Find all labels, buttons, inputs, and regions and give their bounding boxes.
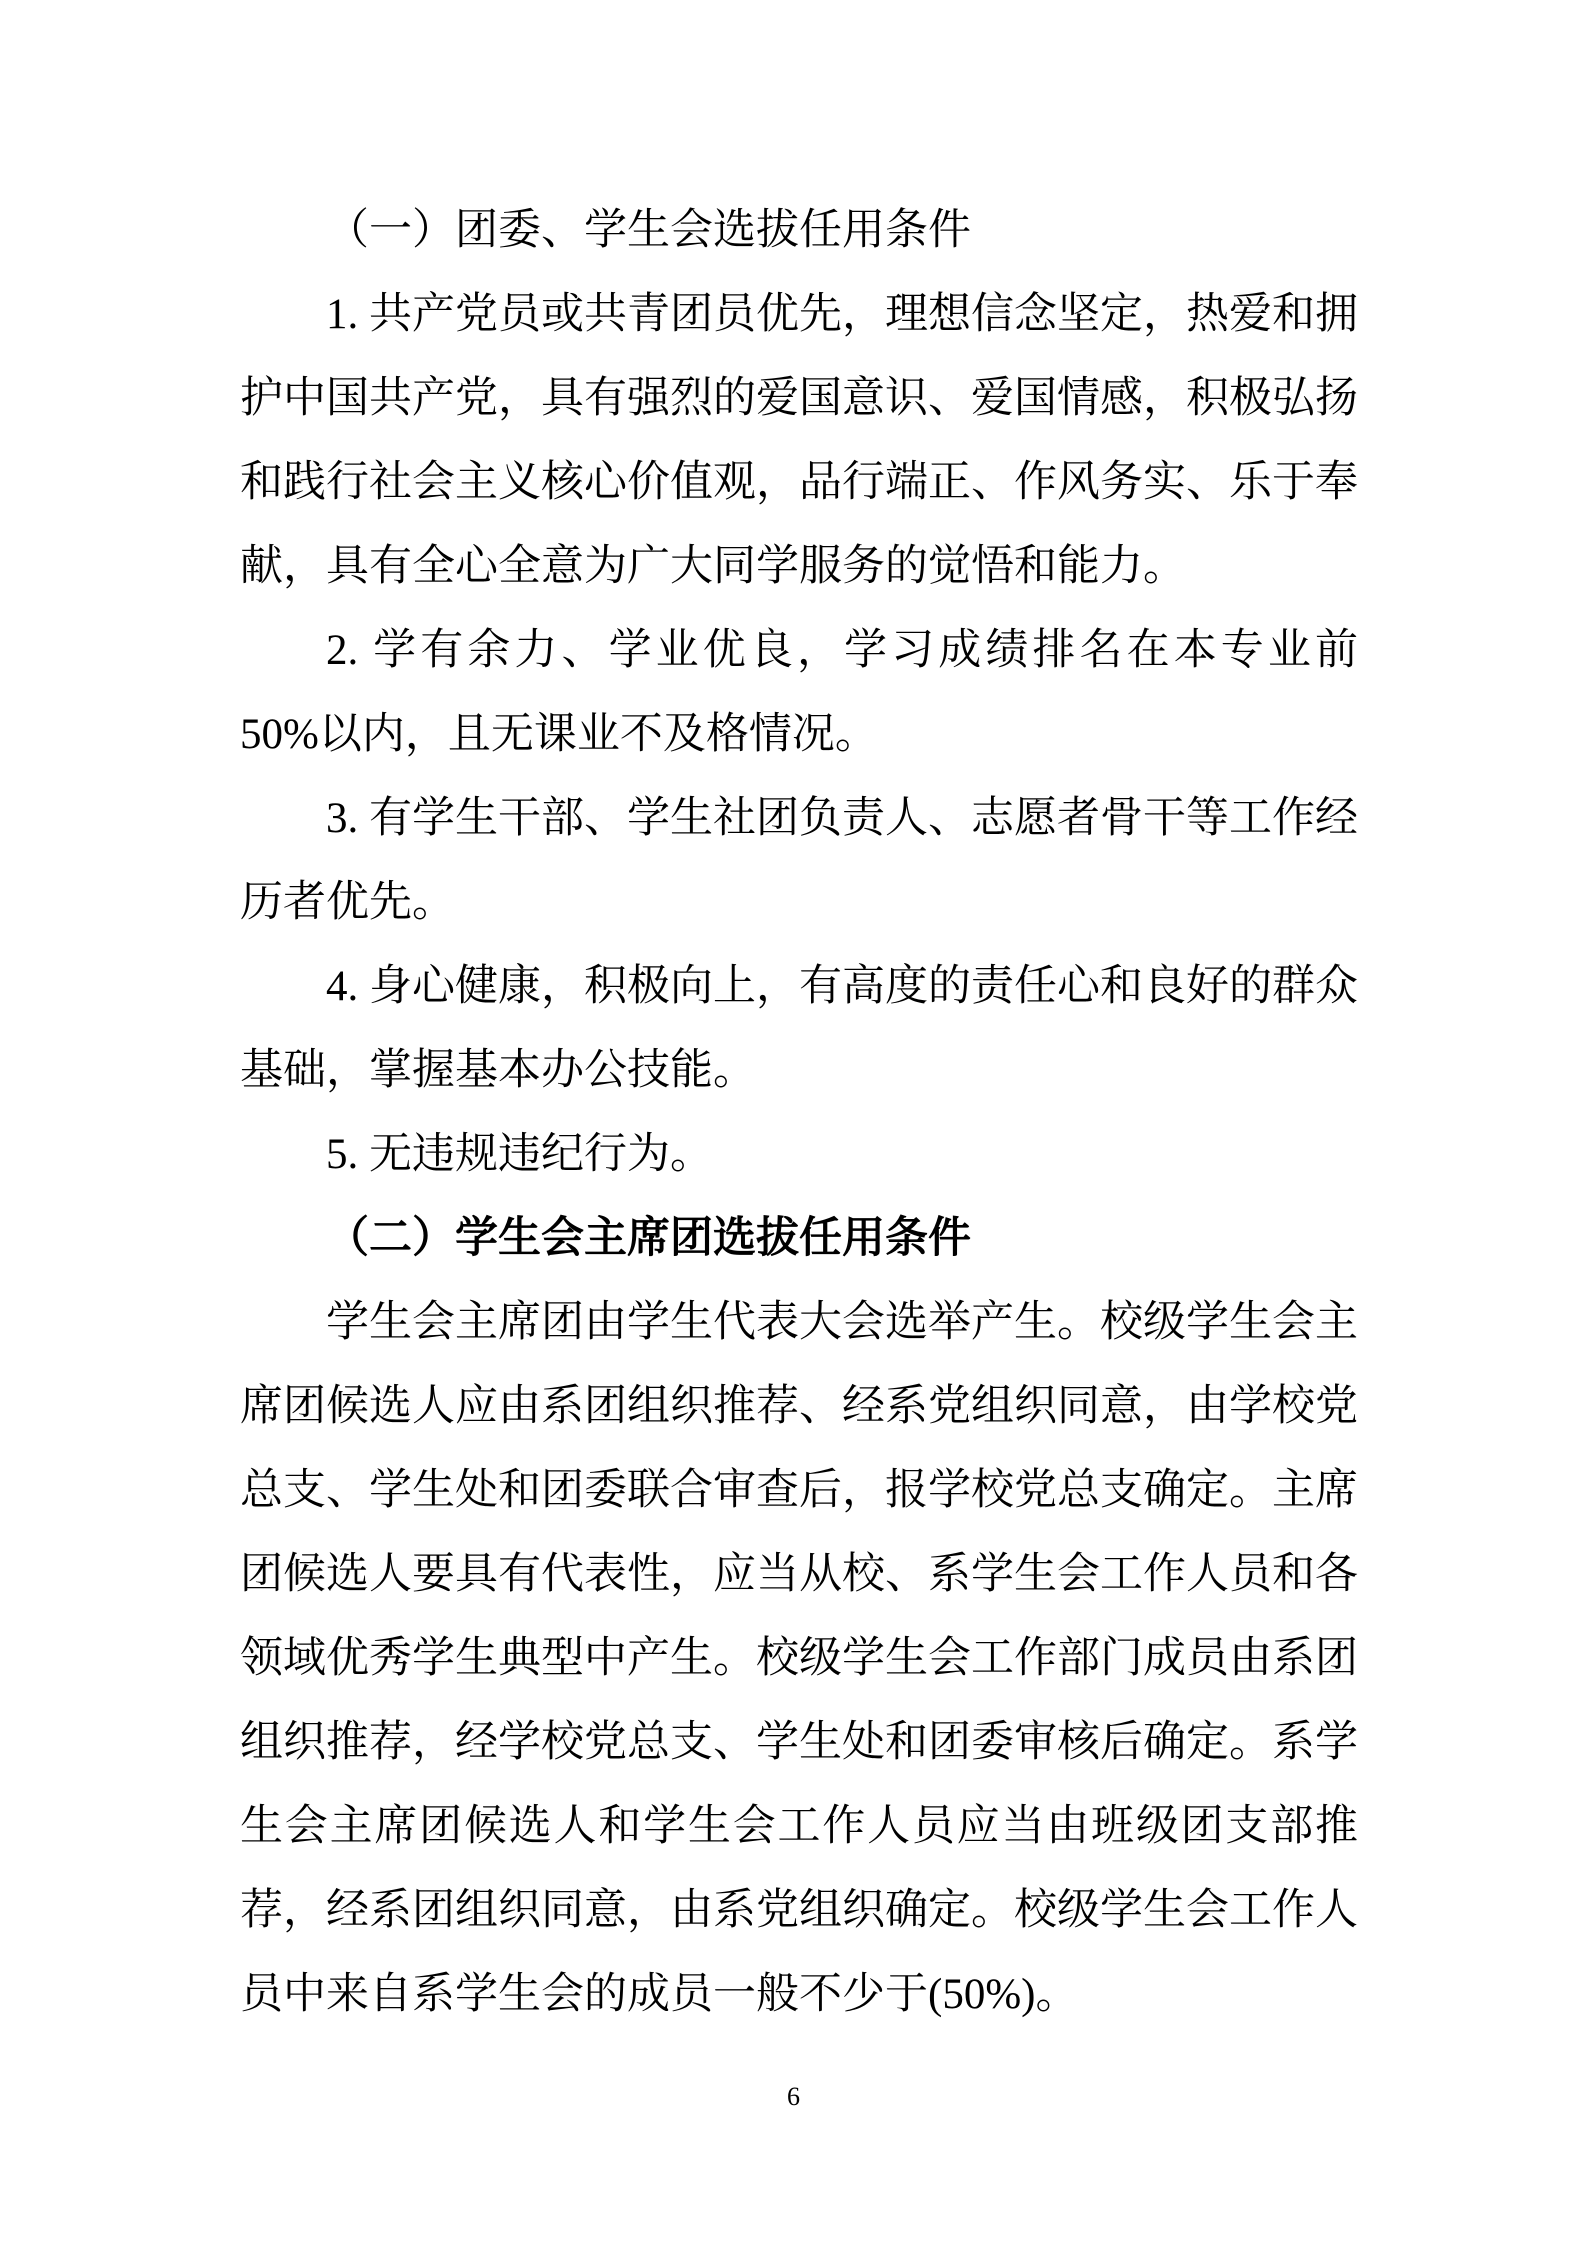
body-paragraph: 3. 有学生干部、学生社团负责人、志愿者骨干等工作经历者优先。 (240, 795, 1358, 926)
body-paragraph: 4. 身心健康，积极向上，有高度的责任心和良好的群众基础，掌握基本办公技能。 (240, 963, 1358, 1094)
section-heading: （二）学生会主席团选拔任用条件 (326, 1215, 971, 1262)
section-heading: （一）团委、学生会选拔任用条件 (326, 207, 971, 254)
body-paragraph: 1. 共产党员或共青团员优先，理想信念坚定，热爱和拥护中国共产党，具有强烈的爱国意识、爱国情感，积极弘扬和践行社会主义核心价值观，品行端正、作风务实、乐于奉献，具有全心全意为广大同学服务的觉悟和能力。 (240, 291, 1358, 590)
document-body (240, 189, 1358, 2037)
body-paragraph: 学生会主席团由学生代表大会选举产生。校级学生会主席团候选人应由系团组织推荐、经系党组织同意，由学校党总支、学生处和团委联合审查后，报学校党总支确定。主席团候选人要具有代表性，应当从校、系学生会工作人员和各领域优秀学生典型中产生。校级学生会工作部门成员由系团组织推荐，经学校党总支、学生处和团委审核后确定。系学生会主席团候选人和学生会工作人员应当由班级团支部推荐，经系团组织同意，由系党组织确定。校级学生会工作人员中来自系学生会的成员一般不少于(50%)。 (240, 1299, 1358, 2018)
page-number: 6 (787, 2082, 800, 2111)
body-paragraph: 2. 学有余力、学业优良，学习成绩排名在本专业前 50%以内，且无课业不及格情况。 (240, 627, 1358, 758)
body-paragraph: 5. 无违规违纪行为。 (326, 1131, 713, 1178)
